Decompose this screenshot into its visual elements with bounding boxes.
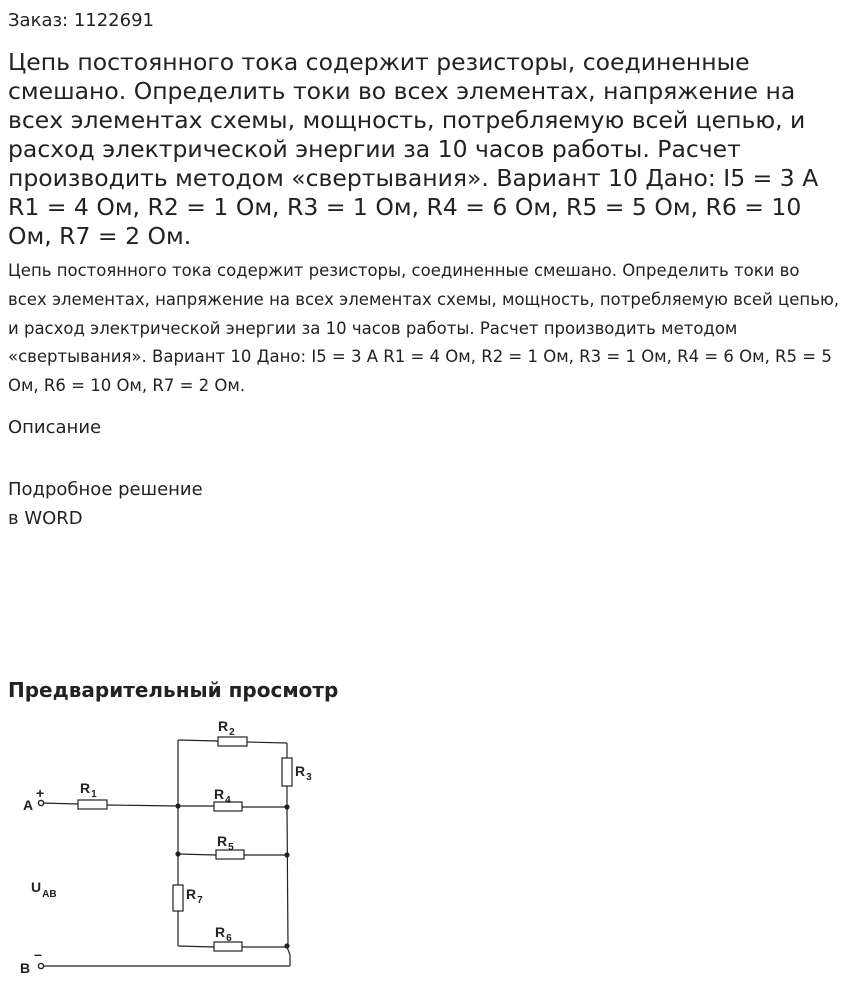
circuit-wires <box>41 740 290 966</box>
resistor-r1 <box>78 800 107 809</box>
resistor-r7 <box>173 885 183 911</box>
label-r1: $R_1$ <box>80 780 97 800</box>
order-number: Заказ: 1122691 <box>8 10 154 31</box>
solution-format: в WORD <box>8 508 83 529</box>
terminal-a-node <box>38 800 43 805</box>
minus-sign: – <box>34 946 42 962</box>
page-title: Цепь постоянного тока содержит резисторы, соединенные смешано. Определить токи во всех элементах, напряжение на всех элементах схемы, мощность, потребляемую всей цепью, и расход электрической энергии за 10 часов работы. Расчет производить методом «свертывания». Вариант 10 Дано: I5 = 3 А R1 = 4 Ом, R2 = 1 Ом, R3 = 1 Ом, R4 = 6 Ом, R5 = 5 Ом, R6 = 10 Ом, R7 = 2 Ом. <box>8 48 819 250</box>
label-r2: $R_2$ <box>218 718 235 738</box>
label-r6: $R_6$ <box>215 924 232 944</box>
resistor-boxes <box>78 737 292 951</box>
terminal-b-node <box>38 963 43 968</box>
plus-sign: + <box>36 785 45 801</box>
circuit-diagram <box>15 712 335 982</box>
junction-dots <box>175 803 289 948</box>
resistor-r3 <box>282 758 292 786</box>
solution-note: Подробное решение <box>8 479 203 500</box>
terminal-a-label: A <box>23 797 34 813</box>
description-heading: Описание <box>8 417 102 438</box>
preview-heading: Предварительный просмотр <box>8 678 339 702</box>
label-r5: $R_5$ <box>217 833 234 853</box>
terminal-b-label: B <box>20 960 31 976</box>
label-r3: $R_3$ <box>295 763 312 783</box>
label-r7: $R_7$ <box>186 886 203 906</box>
voltage-label: $U_{AB}$ <box>31 879 57 900</box>
task-description: Цепь постоянного тока содержит резисторы, соединенные смешано. Определить токи во всех элементах, напряжение на всех элементах схемы, мощность, потребляемую всей цепью, и расход электрической энергии за 10 часов работы. Расчет производить методом «свертывания». Вариант 10 Дано: I5 = 3 А R1 = 4 Ом, R2 = 1 Ом, R3 = 1 Ом, R4 = 6 Ом, R5 = 5 Ом, R6 = 10 Ом, R7 = 2 Ом. <box>8 261 840 396</box>
resistor-r2 <box>218 737 247 746</box>
label-r4: $R_4$ <box>214 786 231 806</box>
